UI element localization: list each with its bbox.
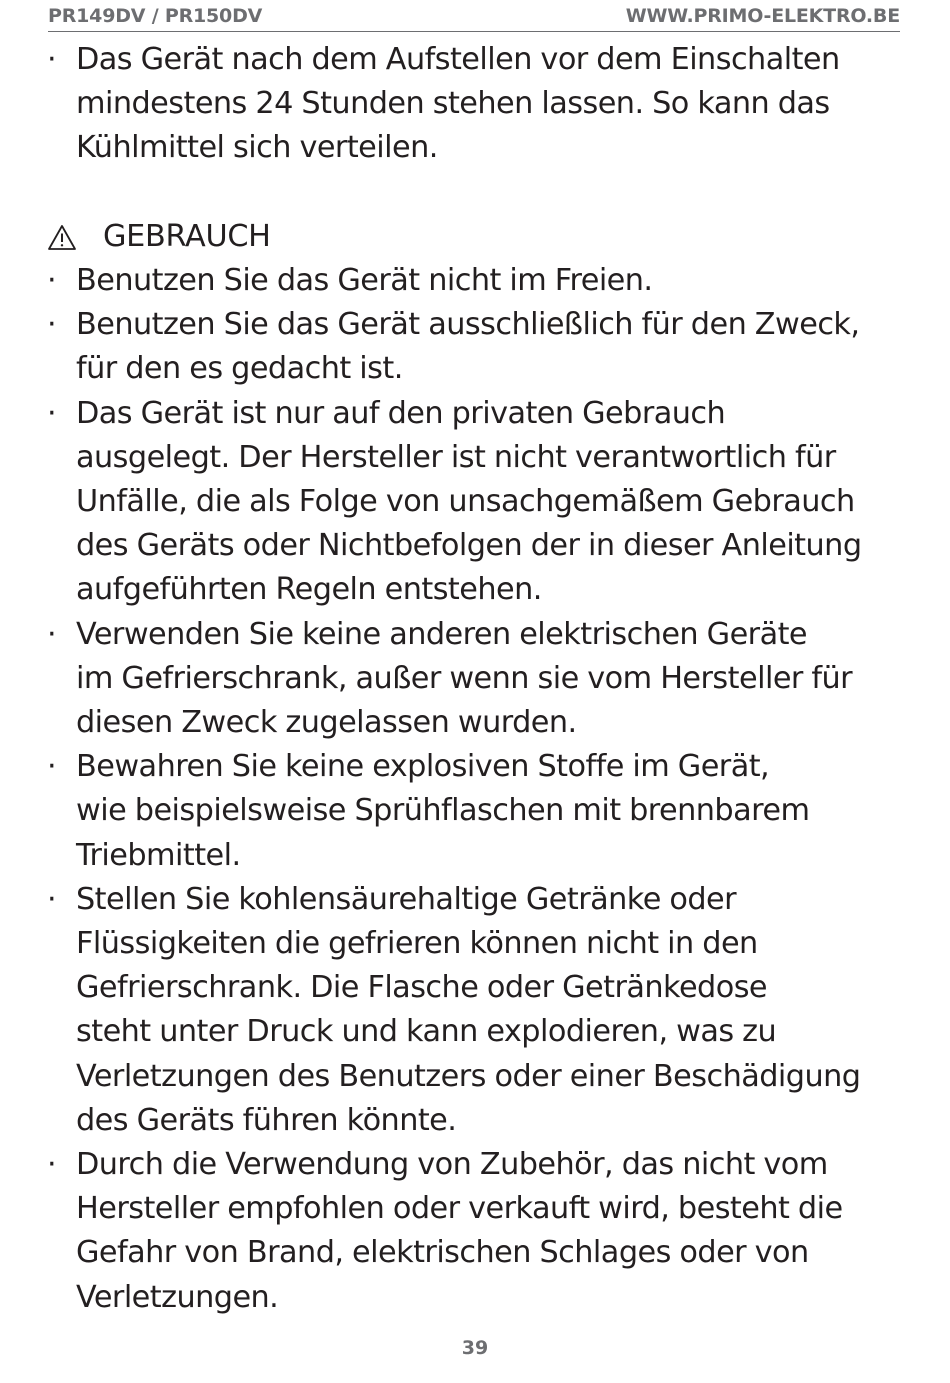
list-item (45, 613, 915, 746)
text-line: Verwenden Sie keine anderen elektrischen Geräte (76, 616, 808, 652)
text-line: ausgelegt. Der Hersteller ist nicht verantwortlich für (76, 439, 836, 475)
website-url: WWW.PRIMO-ELEKTRO.BE (625, 5, 900, 27)
list-item (45, 1143, 915, 1320)
bullet: · (47, 395, 57, 431)
paragraph-spacer (45, 171, 915, 215)
section-heading (45, 215, 915, 259)
text-line: Stellen Sie kohlensäurehaltige Getränke oder (76, 881, 737, 917)
text-line: Gefahr von Brand, elektrischen Schlages oder von (76, 1235, 809, 1271)
text-line: Durch die Verwendung von Zubehör, das nicht vom (76, 1147, 828, 1183)
text-line: im Gefrierschrank, außer wenn sie vom Hersteller für (76, 660, 853, 696)
bullet: · (47, 749, 57, 785)
text-line: steht unter Druck und kann explodieren, was zu (76, 1014, 777, 1050)
bullet: · (47, 262, 57, 298)
text-line: Triebmittel. (76, 837, 241, 873)
bullet: · (47, 42, 57, 77)
text-line: Kühlmittel sich verteilen. (76, 130, 438, 166)
text-line: Verletzungen. (76, 1279, 279, 1315)
warning-triangle-icon (47, 224, 77, 251)
page-header (48, 2, 900, 32)
section-title: GEBRAUCH (103, 218, 271, 254)
text-line: Das Gerät nach dem Aufstellen vor dem Einschalten (76, 42, 840, 77)
text-line: Verletzungen des Benutzers oder einer Beschädigung (76, 1058, 861, 1094)
bullet: · (47, 307, 57, 343)
text-line: des Geräts oder Nichtbefolgen der in dieser Anleitung (76, 528, 862, 564)
list-item (45, 303, 915, 391)
list-item (45, 259, 915, 303)
text-line: Unfälle, die als Folge von unsachgemäßem Gebrauch (76, 484, 855, 519)
list-item (45, 38, 915, 171)
text-line: Benutzen Sie das Gerät ausschließlich für den Zweck, (76, 307, 860, 343)
text-line: Hersteller empfohlen oder verkauft wird, besteht die (76, 1191, 843, 1227)
text-line: aufgeführten Regeln entstehen. (76, 572, 542, 608)
text-line: Das Gerät ist nur auf den privaten Gebrauch (76, 395, 726, 431)
page-number: 39 (461, 1337, 489, 1359)
list-item (45, 392, 915, 613)
text-line: Flüssigkeiten die gefrieren können nicht in den (76, 926, 758, 962)
list-item (45, 745, 915, 878)
text-line: wie beispielsweise Sprühflaschen mit brennbarem (76, 793, 810, 829)
text-line: des Geräts führen könnte. (76, 1102, 457, 1138)
page-content (45, 38, 915, 1320)
text-line: Bewahren Sie keine explosiven Stoffe im Gerät, (76, 749, 770, 785)
text-line: mindestens 24 Stunden stehen lassen. So kann das (76, 86, 830, 122)
text-line: Benutzen Sie das Gerät nicht im Freien. (76, 262, 653, 298)
text-line: diesen Zweck zugelassen wurden. (76, 705, 577, 741)
bullet: · (47, 1147, 57, 1183)
model-number: PR149DV / PR150DV (48, 5, 263, 27)
text-line: für den es gedacht ist. (76, 351, 403, 387)
list-item (45, 878, 915, 1143)
bullet: · (47, 616, 57, 652)
bullet: · (47, 881, 57, 917)
text-line: Gefrierschrank. Die Flasche oder Getränkedose (76, 970, 768, 1006)
